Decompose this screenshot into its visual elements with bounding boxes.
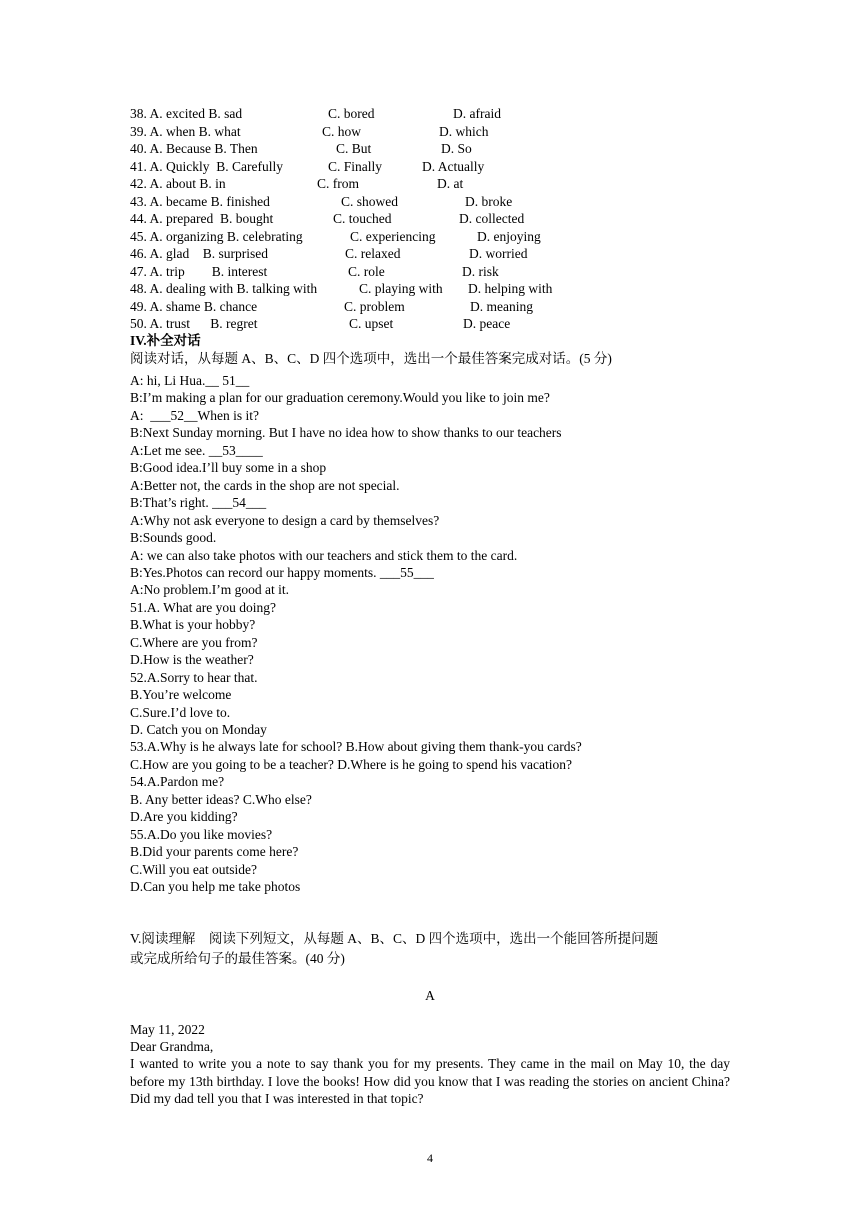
option-ab: 38. A. excited B. sad bbox=[130, 106, 243, 121]
dialogue-line: B.Did your parents come here? bbox=[130, 844, 299, 860]
dialogue-line: A:Better not, the cards in the shop are not special. bbox=[130, 477, 400, 493]
dialogue-line: B:Next Sunday morning. But I have no idea how to show thanks to our teachers bbox=[130, 425, 562, 441]
option-d: D. peace bbox=[463, 316, 511, 331]
dialogue-line: A:Let me see. __53____ bbox=[130, 442, 263, 458]
page-number: 4 bbox=[427, 1151, 433, 1165]
dialogue-line: B.What is your hobby? bbox=[130, 617, 256, 633]
dialogue-line: A: ___52__When is it? bbox=[130, 407, 259, 423]
option-d: D. worried bbox=[469, 246, 528, 261]
reading-intro-line2: 或完成所给句子的最佳答案。(40 分) bbox=[130, 951, 345, 966]
dialogue-line: D. Catch you on Monday bbox=[130, 722, 267, 737]
dialogue-line: B:I’m making a plan for our graduation ceremony.Would you like to join me? bbox=[130, 390, 550, 406]
section-instruction: 阅读对话，从每题 A、B、C、D 四个选项中，选出一个最佳答案完成对话。(5 分) bbox=[130, 351, 612, 366]
option-d: D. Actually bbox=[422, 158, 485, 174]
dialogue-line: B:Good idea.I’ll buy some in a shop bbox=[130, 460, 327, 476]
dialogue-line: A: we can also take photos with our teachers and stick them to the card. bbox=[130, 547, 518, 563]
option-ab: 50. A. trust B. regret bbox=[130, 316, 258, 331]
option-c: C. Finally bbox=[328, 158, 383, 174]
option-d: D. broke bbox=[465, 193, 513, 209]
option-ab: 40. A. Because B. Then bbox=[130, 141, 258, 156]
option-d: D. enjoying bbox=[477, 228, 541, 244]
option-c: C. bored bbox=[328, 106, 375, 121]
option-c: C. role bbox=[348, 263, 385, 279]
letter-date: May 11, 2022 bbox=[130, 1022, 205, 1037]
letter-paragraph: I wanted to write you a note to say thank you for my presents. They came in the mail on May 10, the day before my 13th birthday. I love the books! How did you know that I was reading the stories on ancient China? Did my dad tell you that I was interested in that topic? bbox=[130, 1056, 730, 1106]
dialogue-line: A: hi, Li Hua.__ 51__ bbox=[130, 373, 250, 388]
option-c: C. problem bbox=[344, 298, 405, 314]
dialogue-line: D.Are you kidding? bbox=[130, 809, 238, 825]
option-ab: 41. A. Quickly B. Carefully bbox=[130, 158, 283, 174]
dialogue-line: B:Yes.Photos can record our happy moments. ___55___ bbox=[130, 564, 434, 580]
dialogue-line: 55.A.Do you like movies? bbox=[130, 826, 273, 842]
dialogue-line: D.Can you help me take photos bbox=[130, 879, 301, 895]
option-c: C. playing with bbox=[359, 281, 443, 296]
dialogue-line: 51.A. What are you doing? bbox=[130, 599, 276, 615]
option-c: C. how bbox=[322, 123, 362, 139]
option-c: C. showed bbox=[341, 193, 398, 209]
option-ab: 47. A. trip B. interest bbox=[130, 263, 268, 279]
dialogue-line: B:That’s right. ___54___ bbox=[130, 495, 267, 511]
passage-label: A bbox=[425, 988, 435, 1003]
dialogue-line: A:Why not ask everyone to design a card by themselves? bbox=[130, 512, 440, 528]
option-d: D. which bbox=[439, 123, 489, 139]
option-ab: 45. A. organizing B. celebrating bbox=[130, 228, 303, 244]
option-c: C. experiencing bbox=[350, 228, 436, 244]
option-d: D. at bbox=[437, 176, 464, 191]
dialogue-line: B. Any better ideas? C.Who else? bbox=[130, 791, 312, 807]
option-d: D. afraid bbox=[453, 106, 501, 121]
option-ab: 49. A. shame B. chance bbox=[130, 298, 258, 314]
dialogue-line: 53.A.Why is he always late for school? B.How about giving them thank-you cards? bbox=[130, 739, 582, 755]
dialogue-line: C.Will you eat outside? bbox=[130, 861, 257, 877]
option-d: D. meaning bbox=[470, 298, 533, 314]
dialogue-line: 54.A.Pardon me? bbox=[130, 774, 225, 790]
option-ab: 44. A. prepared B. bought bbox=[130, 211, 274, 226]
reading-intro-line1: V.阅读理解 阅读下列短文，从每题 A、B、C、D 四个选项中，选出一个能回答所提问题 bbox=[130, 931, 659, 946]
option-c: C. touched bbox=[333, 211, 392, 226]
option-ab: 46. A. glad B. surprised bbox=[130, 246, 268, 261]
option-d: D. risk bbox=[462, 263, 499, 279]
dialogue-line: A:No problem.I’m good at it. bbox=[130, 582, 289, 598]
dialogue-line: B:Sounds good. bbox=[130, 530, 217, 546]
letter-greeting: Dear Grandma, bbox=[130, 1039, 214, 1054]
dialogue-line: C.Sure.I’d love to. bbox=[130, 704, 231, 720]
option-ab: 39. A. when B. what bbox=[130, 123, 241, 139]
dialogue-line: C.How are you going to be a teacher? D.Where is he going to spend his vacation? bbox=[130, 756, 572, 772]
option-d: D. collected bbox=[459, 211, 525, 226]
dialogue-line: D.How is the weather? bbox=[130, 652, 254, 668]
option-d: D. So bbox=[441, 141, 472, 156]
dialogue-line: B.You’re welcome bbox=[130, 687, 232, 703]
option-d: D. helping with bbox=[468, 281, 553, 296]
option-ab: 42. A. about B. in bbox=[130, 176, 226, 191]
option-ab: 48. A. dealing with B. talking with bbox=[130, 281, 318, 296]
option-ab: 43. A. became B. finished bbox=[130, 193, 270, 209]
option-c: C. But bbox=[336, 141, 372, 156]
option-c: C. from bbox=[317, 176, 359, 191]
dialogue-line: 52.A.Sorry to hear that. bbox=[130, 669, 258, 685]
dialogue-line: C.Where are you from? bbox=[130, 634, 258, 650]
option-c: C. relaxed bbox=[345, 246, 401, 261]
option-c: C. upset bbox=[349, 316, 394, 331]
section-heading: IV.补全对话 bbox=[130, 333, 201, 348]
